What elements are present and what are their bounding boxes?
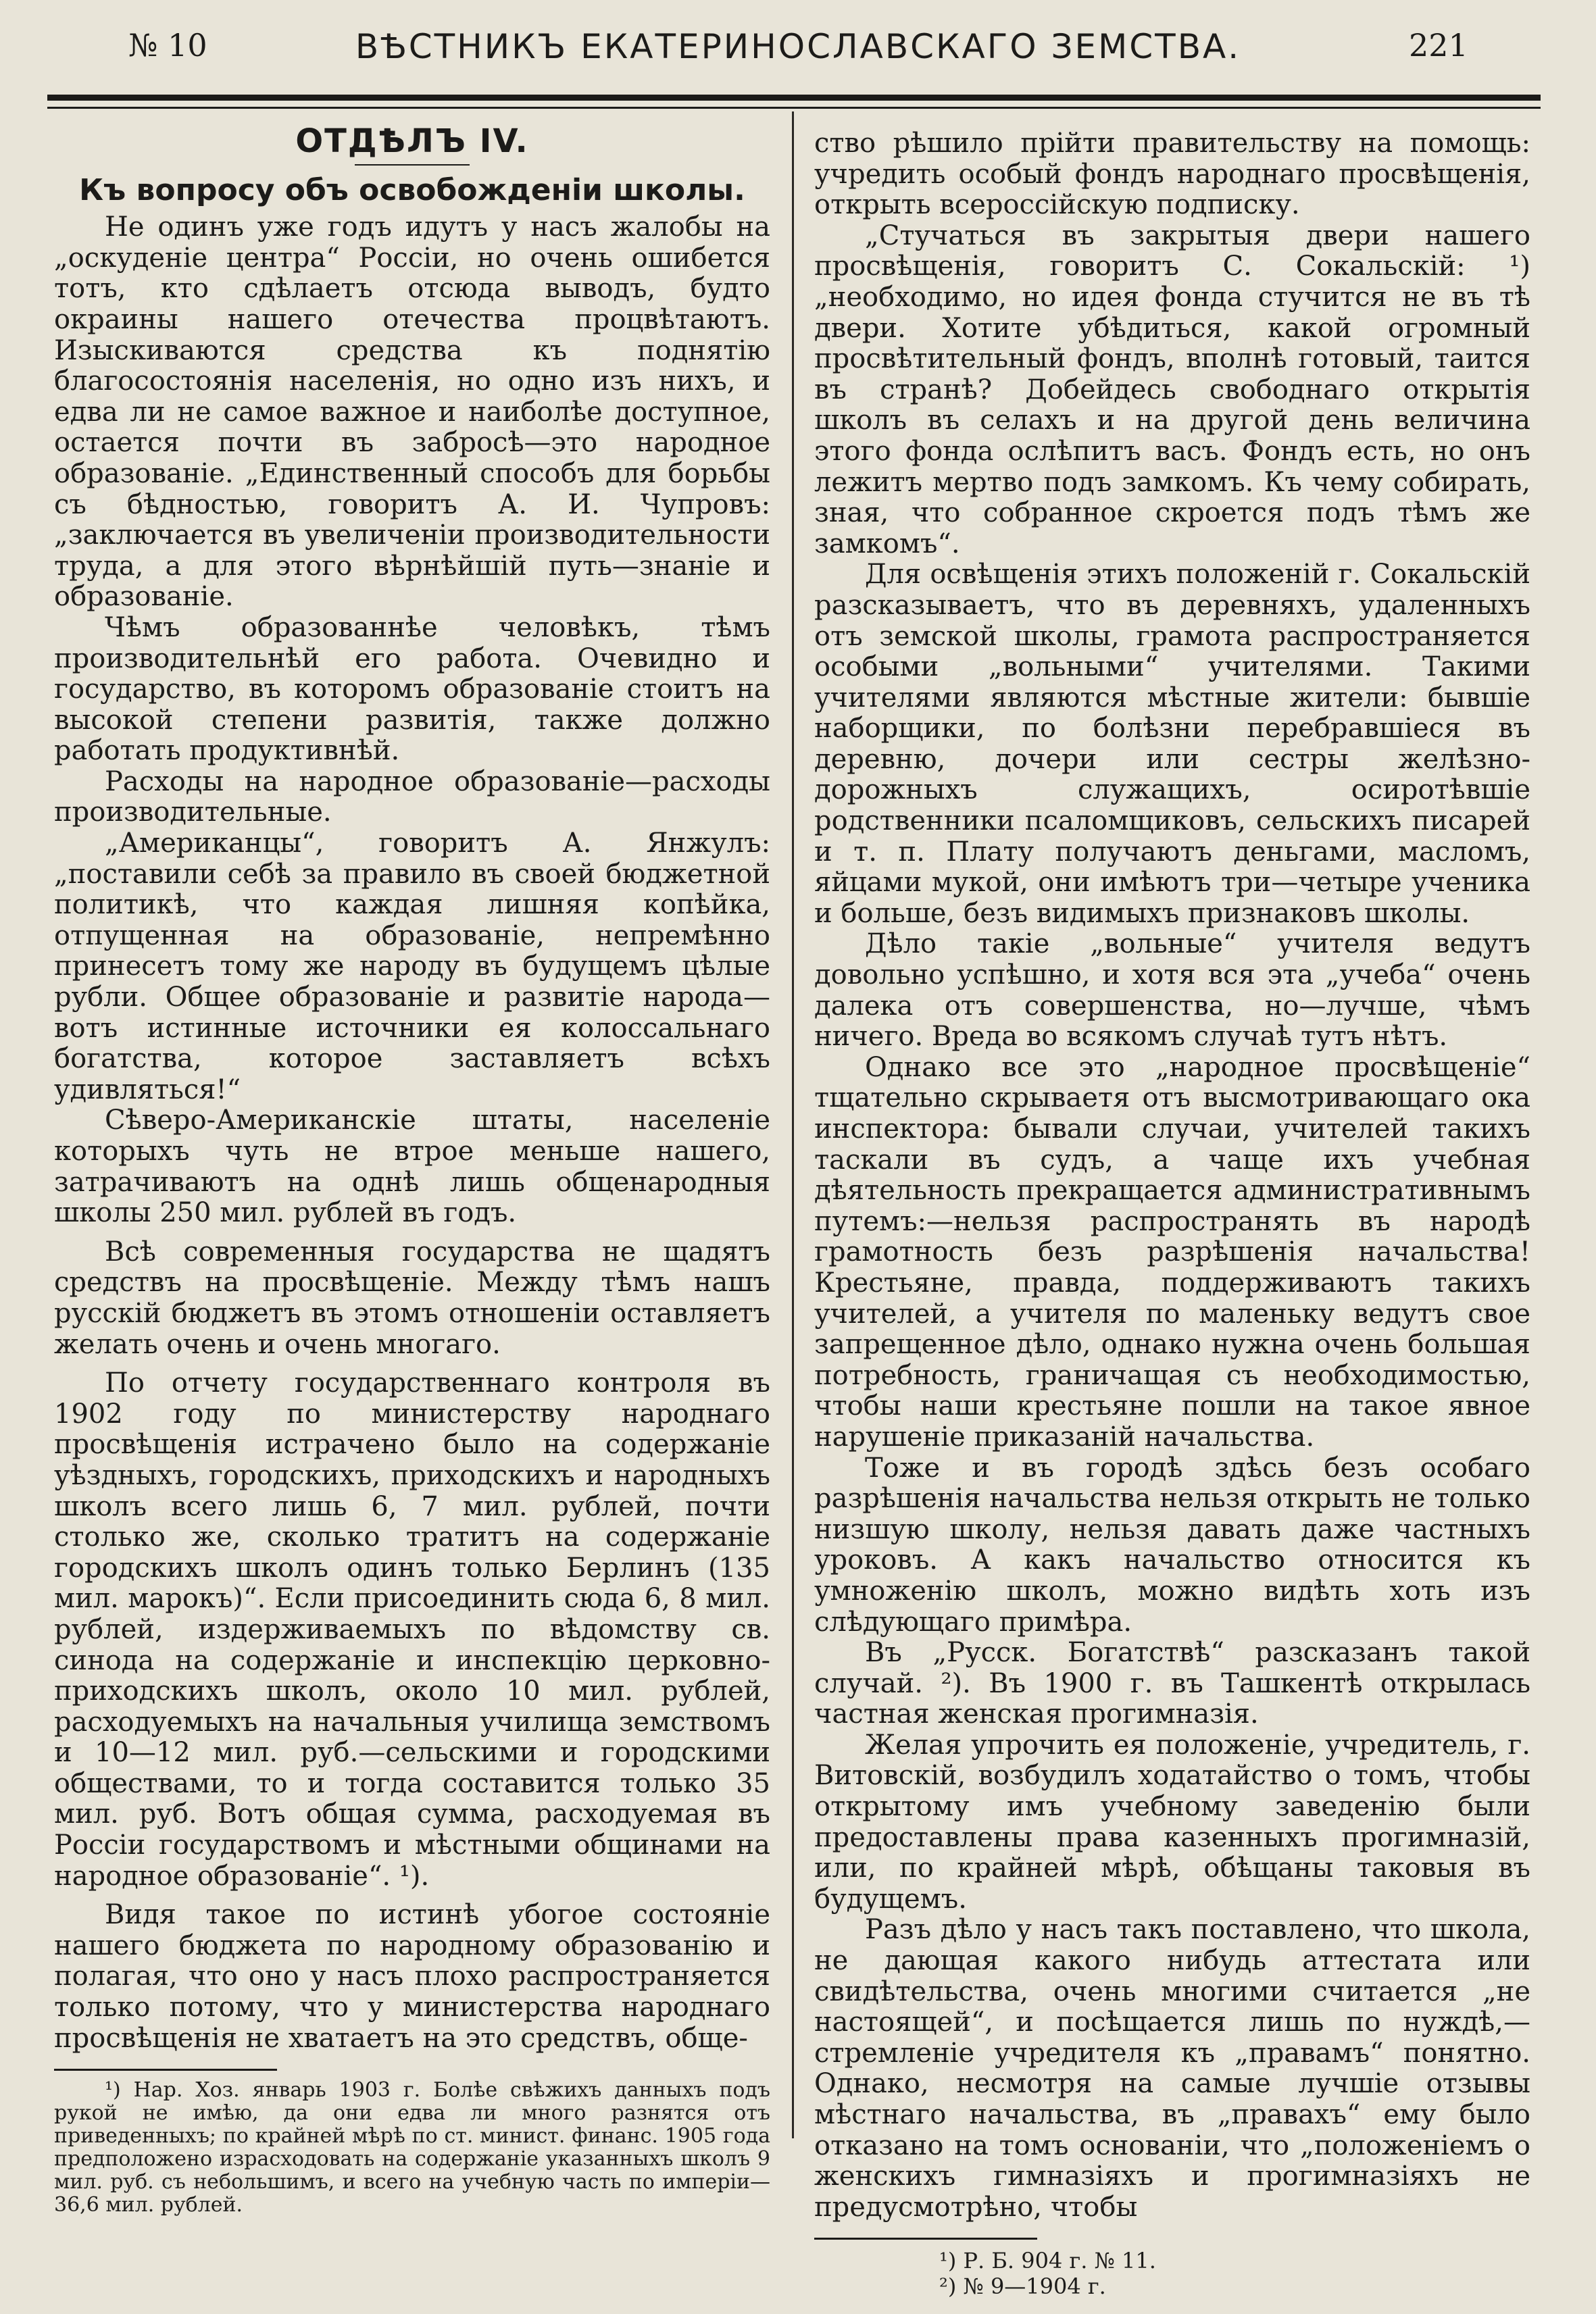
- paragraph: Разъ дѣло у насъ такъ поставлено, что школа, не дающая какого нибудь аттестата или свидѣтельства, очень многими считается „не настоящей“, и посѣщается лишь по нуждѣ,—стремленіе учредителя къ „правамъ“ понятно. Однако, несмотря на самые лучшіе отзывы мѣстнаго начальства, въ „правахъ“ ему было отказано на томъ основаніи, что „положеніемъ о женскихъ гимназіяхъ и прогимназіяхъ не предусмотрѣно, чтобы: [814, 1914, 1530, 2223]
- footnote: ¹) Р. Б. 904 г. № 11.: [939, 2248, 1156, 2274]
- page-number: 221: [1409, 27, 1468, 64]
- heading-rule: [355, 164, 470, 166]
- paragraph: Расходы на народное образованіе—расходы производительные.: [54, 765, 770, 828]
- paragraph: Видя такое по истинѣ убогое состояніе нашего бюджета по народному образованію и полагая, что оно у насъ плохо распространяется только потому, что у министерства народнаго просвѣщенія не хватаетъ на это средствъ, обще-: [54, 1899, 770, 2054]
- page-header: [0, 27, 1596, 74]
- paragraph: Однако все это „народное просвѣщеніе“ тщательно скрываетя отъ высмотривающаго ока инспектора: бывали случаи, учителей такихъ таскали въ судъ, а чаще ихъ учебная дѣятельность прекращается административнымъ путемъ:—нельзя распространять въ народѣ грамотность безъ разрѣшенія начальства! Крестьяне, правда, поддерживаютъ такихъ учителей, а учителя по маленьку ведутъ свое запрещенное дѣло, однако нужна очень большая потребность, граничащая съ необходимостью, чтобы наши крестьяне пошли на такое явное нарушеніе приказаній начальства.: [814, 1051, 1530, 1453]
- header-rule-thin: [47, 107, 1541, 109]
- paragraph: Желая упрочить ея положеніе, учредитель, г. Витовскій, возбудилъ ходатайство о томъ, чтобы открытому имъ учебному заведенію были предоставлены права казенныхъ прогимназій, или, по крайней мѣрѣ, обѣщаны таковыя въ будущемъ.: [814, 1729, 1530, 1915]
- footnote: ²) № 9—1904 г.: [939, 2273, 1106, 2300]
- paragraph: „Американцы“, говоритъ А. Янжулъ: „поставили себѣ за правило въ своей бюджетной политикѣ, что каждая лишняя копѣйка, отпущенная на образованіе, непремѣнно принесетъ тому же народу въ будущемъ цѣлые рубли. Общее образованіе и развитіе народа—вотъ истинные источники ея колоссальнаго богатства, которое заставляетъ всѣхъ удивляться!“: [54, 828, 770, 1105]
- column-divider: [792, 111, 794, 2138]
- paragraph: Не одинъ уже годъ идутъ у насъ жалобы на „оскуденіе центра“ Россіи, но очень ошибется тотъ, кто сдѣлаетъ отсюда выводъ, будто окраины нашего отечества процвѣтаютъ. Изыскиваются средства къ поднятію благосостоянія населенія, но одно изъ нихъ, и едва ли не самое важное и наиболѣе доступное, остается почти въ забросѣ—это народное образованіе. „Единственный способъ для борьбы съ бѣдностью, говоритъ А. И. Чупровъ: „заключается въ увеличеніи производительности труда, а для этого вѣрнѣйшій путь—знаніе и образованіе.: [54, 211, 770, 613]
- header-rule-thick: [47, 95, 1541, 101]
- paragraph: Въ „Русск. Богатствѣ“ разсказанъ такой случай. ²). Въ 1900 г. въ Ташкентѣ открылась частная женская прогимназія.: [814, 1637, 1530, 1730]
- journal-title: ВѢСТНИКЪ ЕКАТЕРИНОСЛАВСКАГО ЗЕМСТВА.: [355, 27, 1241, 66]
- left-column: [54, 118, 770, 2217]
- paragraph: Тоже и въ городѣ здѣсь безъ особаго разрѣшенія начальства нельзя открыть не только низшую школу, нельзя давать даже частныхъ уроковъ. А какъ начальство относится къ умноженію школъ, можно видѣть хоть изъ слѣдующаго примѣра.: [814, 1452, 1530, 1638]
- paragraph: Дѣло такіе „вольные“ учителя ведутъ довольно успѣшно, и хотя вся эта „учеба“ очень далека отъ совершенства, но—лучше, чѣмъ ничего. Вреда во всякомъ случаѣ тутъ нѣтъ.: [814, 928, 1530, 1053]
- paragraph: Всѣ современныя государства не щадятъ средствъ на просвѣщеніе. Между тѣмъ нашъ русскій бюджетъ въ этомъ отношеніи оставляетъ желать очень и очень многаго.: [54, 1236, 770, 1360]
- footnote-rule: [814, 2238, 1037, 2240]
- article-title: Къ вопросу объ освобожденіи школы.: [79, 172, 745, 207]
- paragraph: По отчету государственнаго контроля въ 1902 году по министерству народнаго просвѣщенія истрачено было на содержаніе уѣздныхъ, городскихъ, приходскихъ и народныхъ школъ всего лишь 6, 7 мил. рублей, почти столько же, сколько тратитъ на содержаніе городскихъ школъ одинъ только Берлинъ (135 мил. марокъ)“. Если присоединить сюда 6, 8 мил. рублей, издерживаемыхъ по вѣдомству св. синода на содержаніе и инспекцію церковно-приходскихъ школъ, около 10 мил. рублей, расходуемыхъ на начальныя училища земствомъ и 10—12 мил. руб.—сельскими и городскими обществами, то и тогда составится только 35 мил. руб. Вотъ общая сумма, расходуемая въ Россіи государствомъ и мѣстными общинами на народное образованіе“. ¹).: [54, 1367, 770, 1892]
- paragraph: „Стучаться въ закрытыя двери нашего просвѣщенія, говоритъ С. Сокальскій: ¹) „необходимо, но идея фонда стучится не въ тѣ двери. Хотите убѣдиться, какой огромный просвѣтительный фондъ, вполнѣ готовый, таится въ странѣ? Добейдесь свободнаго открытія школъ въ селахъ и на другой день величина этого фонда ослѣпитъ васъ. Фондъ есть, но онъ лежитъ мертво подъ замкомъ. Къ чему собирать, зная, что собранное скроется подъ тѣмъ же замкомъ“.: [814, 220, 1530, 559]
- issue-number: № 10: [128, 27, 207, 64]
- right-column: [814, 128, 1530, 2299]
- paragraph: Для освѣщенія этихъ положеній г. Сокальскій разсказываетъ, что въ деревняхъ, удаленныхъ отъ земской школы, грамота распространяется особыми „вольными“ учителями. Такими учителями являются мѣстные жители: бывшіе наборщики, по болѣзни перебравшіеся въ деревню, дочери или сестры желѣзно-дорожныхъ служащихъ, осиротѣвшіе родственники псаломщиковъ, сельскихъ писарей и т. п. Плату получаютъ деньгами, масломъ, яйцами мукой, они имѣютъ три—четыре ученика и больше, безъ видимыхъ признаковъ школы.: [814, 559, 1530, 929]
- section-heading: ОТДѢЛЪ IV.: [295, 122, 529, 160]
- footnote-rule: [54, 2069, 277, 2071]
- paragraph: Чѣмъ образованнѣе человѣкъ, тѣмъ производительнѣй его работа. Очевидно и государство, въ которомъ образованіе стоитъ на высокой степени развитія, также должно работать продуктивнѣй.: [54, 611, 770, 767]
- footnote: ¹) Нар. Хоз. январь 1903 г. Болѣе свѣжихъ данныхъ подъ рукой не имѣю, да они едва ли много разнятся отъ приведенныхъ; по крайней мѣрѣ по ст. минист. финанс. 1905 года предположено израсходовать на содержаніе указанныхъ школъ 9 мил. руб. съ небольшимъ, и всего на учебную часть по имперіи—36,6 мил. рублей.: [54, 2078, 770, 2217]
- paragraph: Сѣверо-Американскіе штаты, населеніе которыхъ чуть не втрое меньше нашего, затрачиваютъ на однѣ лишь общенародныя школы 250 мил. рублей въ годъ.: [54, 1105, 770, 1229]
- paragraph: ство рѣшило прійти правительству на помощь: учредить особый фондъ народнаго просвѣщенія, открыть всероссійскую подписку.: [814, 128, 1530, 221]
